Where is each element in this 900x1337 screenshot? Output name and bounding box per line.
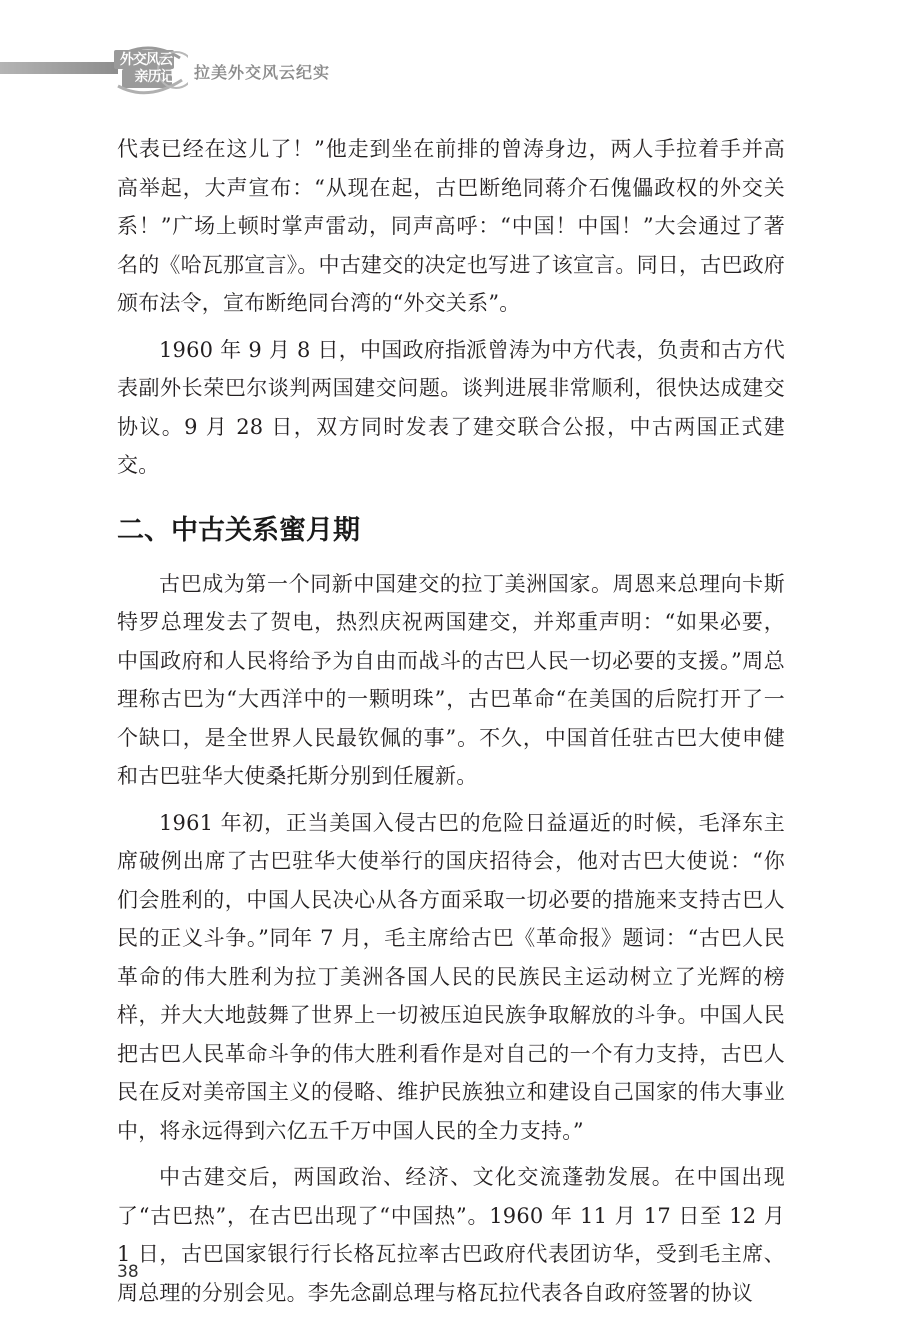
section-heading: 二、中古关系蜜月期 — [117, 514, 360, 546]
body-text — [117, 130, 785, 1320]
page-number: 38 — [117, 1262, 139, 1282]
paragraph: 代表已经在这儿了！”他走到坐在前排的曾涛身边，两人手拉着手并高高举起，大声宣布：“从现在起，古巴断绝同蒋介石傀儡政权的外交关系！”广场上顿时掌声雷动，同声高呼：“中国！中国！”大会通过了著名的《哈瓦那宣言》。中古建交的决定也写进了该宣言。同日，古巴政府颁布法令，宣布断绝同台湾的“外交关系”。 — [117, 137, 785, 315]
series-name-line2: 亲历记 — [134, 69, 174, 85]
book-title: 拉美外交风云纪实 — [194, 63, 331, 82]
series-name-line1: 外交风云 — [120, 52, 172, 68]
paragraph: 古巴成为第一个同新中国建交的拉丁美洲国家。周恩来总理向卡斯特罗总理发去了贺电，热烈庆祝两国建交，并郑重声明：“如果必要，中国政府和人民将给予为自由而战斗的古巴人民一切必要的支援。”周总理称古巴为“大西洋中的一颗明珠”，古巴革命“在美国的后院打开了一个缺口，是全世界人民最钦佩的事”。不久，中国首任驻古巴大使申健和古巴驻华大使桑托斯分别到任履新。 — [117, 571, 785, 788]
paragraph: 中古建交后，两国政治、经济、文化交流蓬勃发展。在中国出现了“古巴热”，在古巴出现了“中国热”。1960 年 11 月 17 日至 12 月 1 日，古巴国家银行行长格瓦拉率古巴政府代表团访华，受到毛主席、周总理的分别会见。李先念副总理与格瓦拉代表各自政府签署的协议 — [117, 1165, 785, 1305]
running-header — [0, 0, 900, 110]
paragraph: 1960 年 9 月 8 日，中国政府指派曾涛为中方代表，负责和古方代表副外长荣巴尔谈判两国建交问题。谈判进展非常顺利，很快达成建交协议。9 月 28 日，双方同时发表了建交联合公报，中古两国正式建交。 — [117, 337, 785, 477]
header-bar — [0, 62, 118, 74]
paragraph: 1961 年初，正当美国入侵古巴的危险日益逼近的时候，毛泽东主席破例出席了古巴驻华大使举行的国庆招待会，他对古巴大使说：“你们会胜利的，中国人民决心从各方面采取一切必要的措施来支持古巴人民的正义斗争。”同年 7 月，毛主席给古巴《革命报》题词：“古巴人民革命的伟大胜利为拉丁美洲各国人民的民族民主运动树立了光辉的榜样，并大大地鼓舞了世界上一切被压迫民族争取解放的斗争。中国人民把古巴人民革命斗争的伟大胜利看作是对自己的一个有力支持，古巴人民在反对美帝国主义的侵略、维护民族独立和建设自己国家的伟大事业中，将永远得到六亿五千万中国人民的全力支持。” — [117, 810, 785, 1143]
